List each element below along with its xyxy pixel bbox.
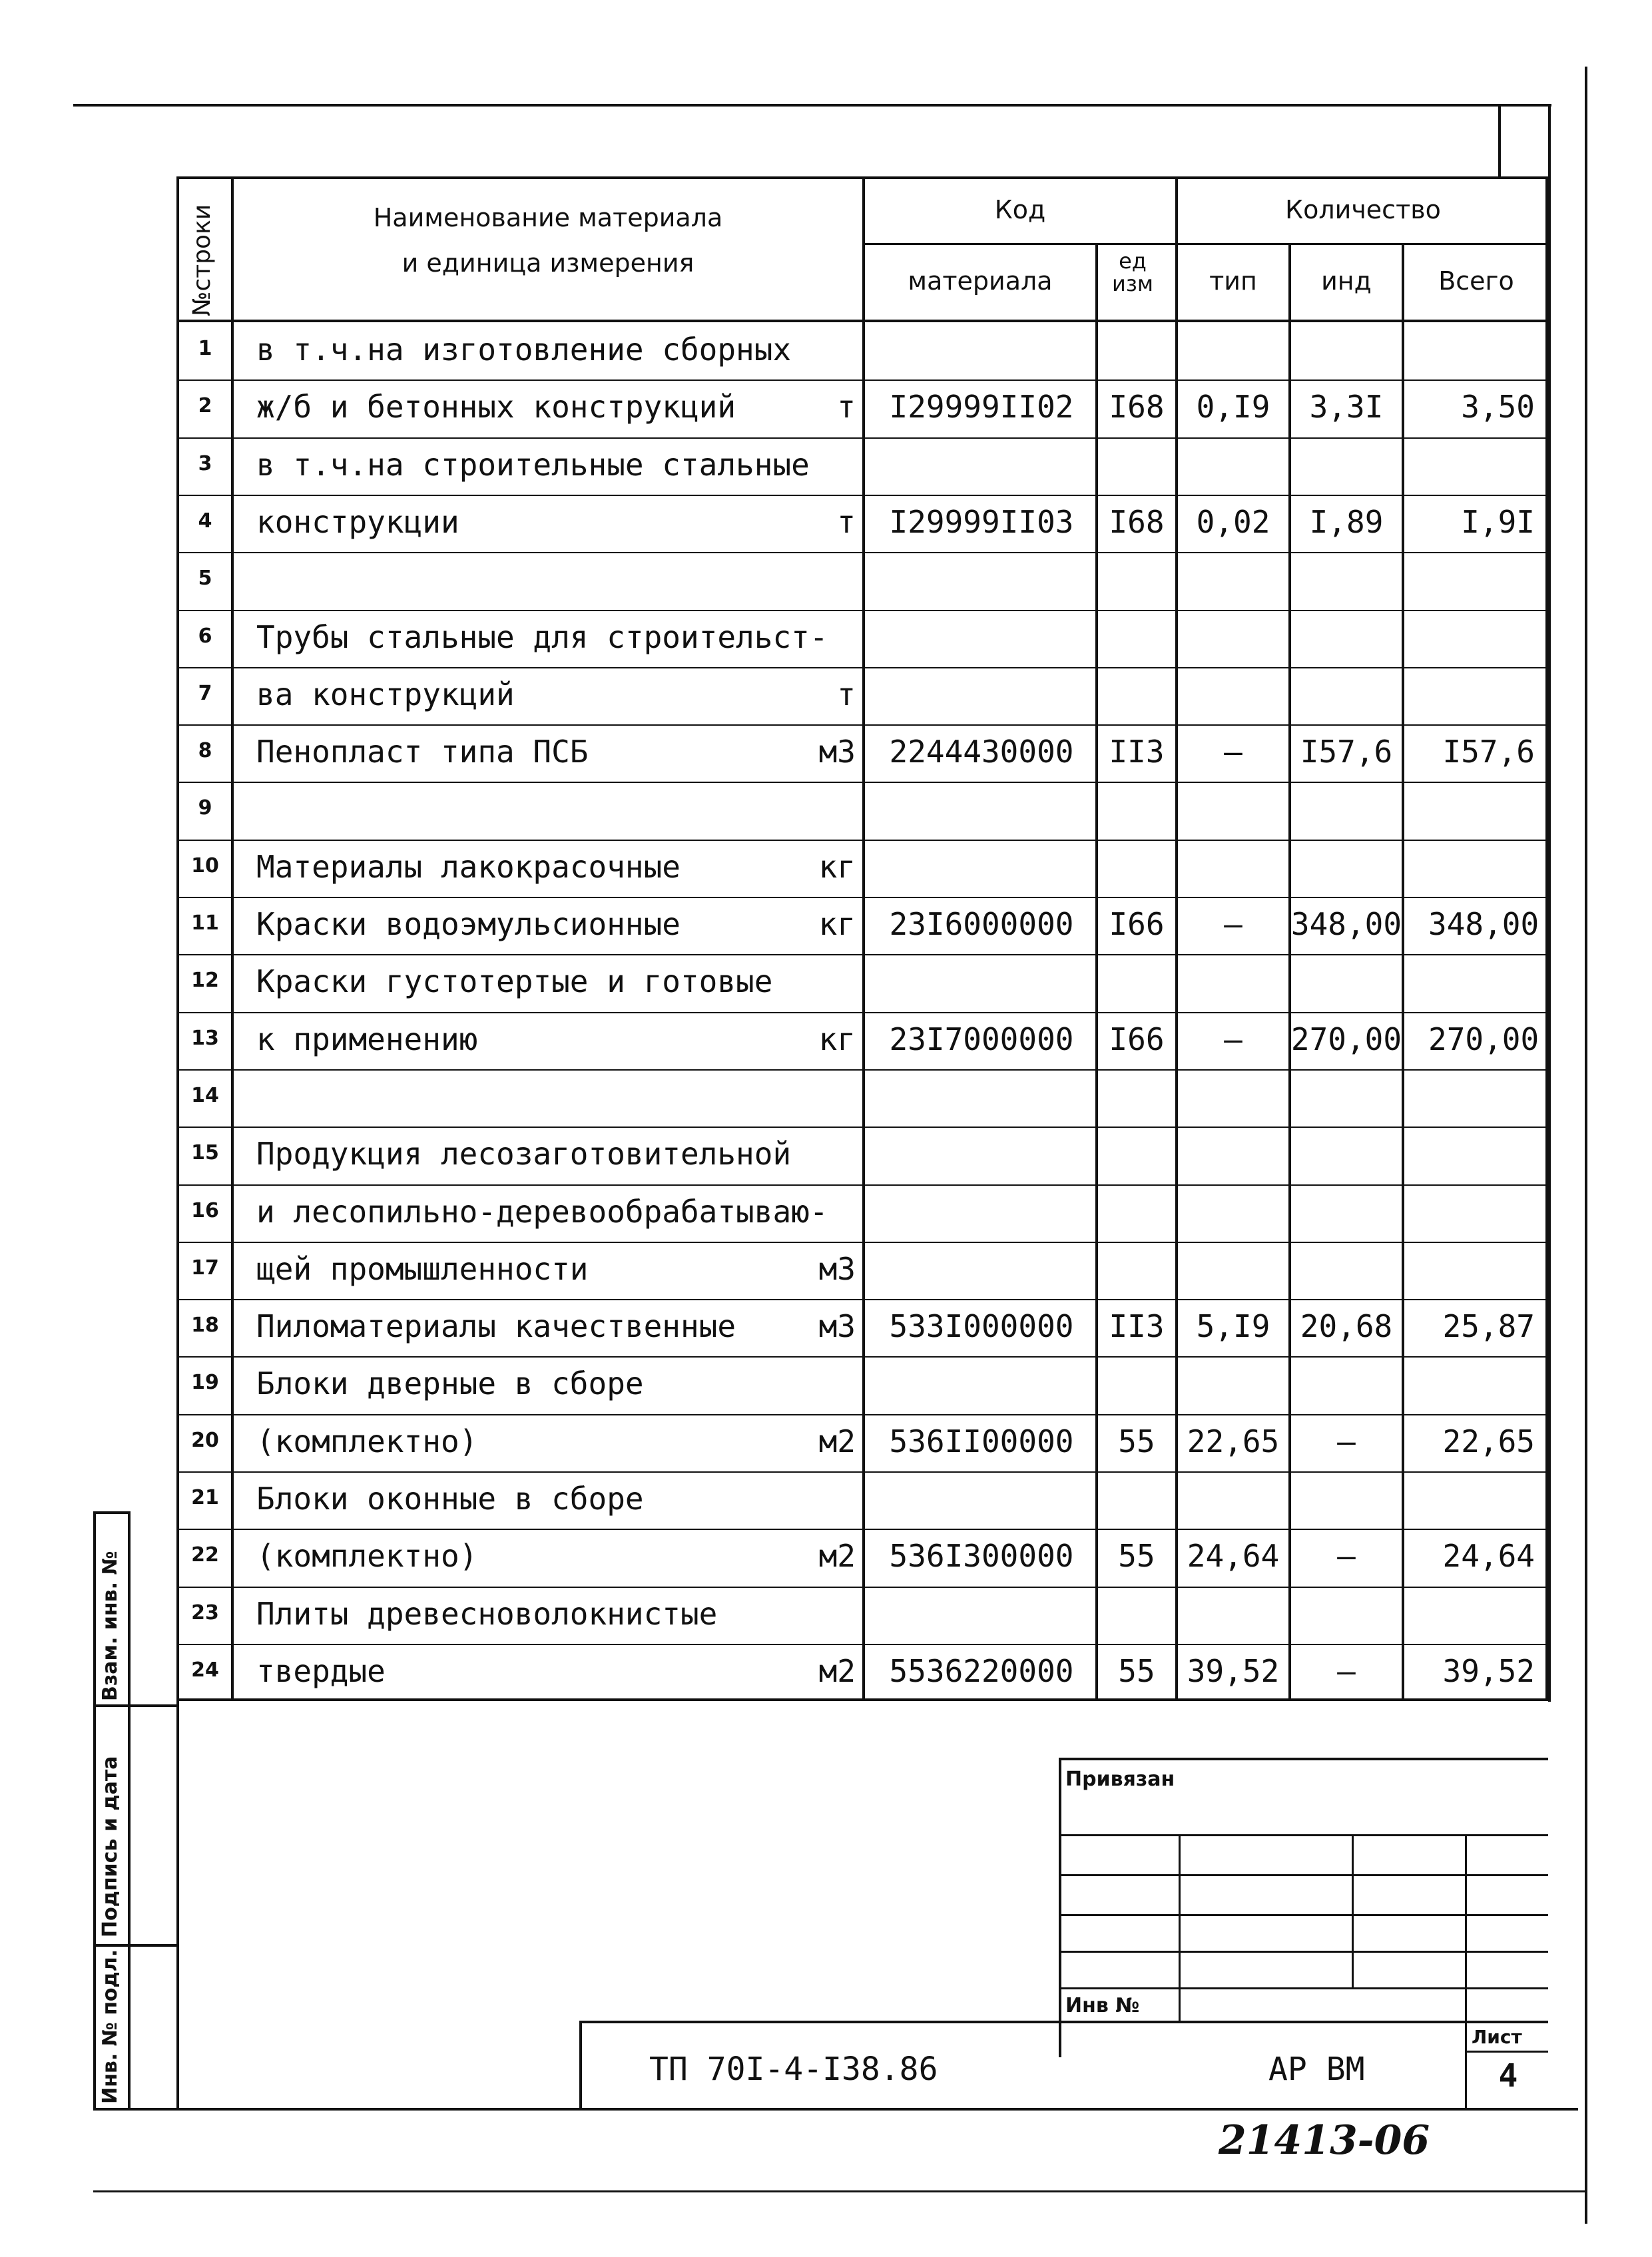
inv-podl-label: Инв. № подл. [99,1949,122,2104]
unit-code-header: ед изм [1112,248,1153,296]
row-total-quantity: 39,52 [1442,1652,1535,1689]
quantity-header: Количество [1285,195,1441,224]
top-right-frame-2 [1548,104,1551,1702]
row-divider [176,610,1548,611]
row-divider [176,1644,1548,1645]
row-divider [176,379,1548,381]
row-divider [176,1356,1548,1358]
row-unit: м3 [818,1250,856,1287]
row-unit: м2 [818,1423,856,1459]
ind-header: инд [1321,266,1372,296]
row-total-quantity: 24,64 [1442,1538,1535,1575]
row-divider [176,1471,1548,1473]
row-material-code: 2244430000 [889,734,1074,770]
row-divider [176,1012,1548,1013]
row-number: 20 [191,1428,219,1452]
row-divider [176,1242,1548,1243]
row-number: 3 [198,451,212,475]
row-ind-quantity: – [1337,1423,1356,1459]
row-number: 1 [198,337,212,360]
row-ind-quantity: 348,00 [1290,906,1402,942]
row-unit: м2 [818,1652,856,1689]
row-number: 4 [198,509,212,533]
vzam-inv-label: Взам. инв. № [99,1551,122,1701]
row-name: Материалы лакокрасочные [256,848,681,885]
row-name: щей промышленности [256,1250,589,1287]
row-name: Пенопласт типа ПСБ [256,734,589,770]
row-divider [176,552,1548,553]
row-material-code: 536I300000 [889,1538,1074,1575]
title-block [176,1701,1548,2111]
row-divider [176,954,1548,955]
row-unit-code: 55 [1118,1538,1155,1575]
row-number: 17 [191,1256,219,1280]
row-number: 15 [191,1141,219,1165]
right-page-edge [1585,67,1587,2224]
row-unit: м3 [818,1308,856,1345]
row-name: в т.ч.на строительные стальные [256,446,810,483]
signature-date-label: Подпись и дата [99,1756,122,1937]
row-divider [176,667,1548,668]
materials-table [176,176,1548,1701]
row-typ-quantity: 22,65 [1187,1423,1280,1459]
row-unit: м2 [818,1538,856,1575]
row-name: Продукция лесозаготовительной [256,1136,792,1172]
row-total-quantity: I57,6 [1442,734,1535,770]
row-ind-quantity: I,89 [1309,503,1384,540]
side-strip [93,1511,176,2111]
row-material-code: 5536220000 [889,1652,1074,1689]
row-name: конструкции [256,503,459,540]
row-name: Блоки дверные в сборе [256,1366,644,1402]
row-divider [176,1184,1548,1186]
row-total-quantity: I,9I [1461,503,1535,540]
section-code: АР ВМ [1268,2051,1365,2088]
row-ind-quantity: 3,3I [1309,389,1384,425]
row-number: 12 [191,969,219,993]
row-divider [176,1587,1548,1588]
row-divider [176,1127,1548,1128]
row-divider [176,724,1548,726]
bottom-border-line [93,2190,1585,2192]
row-number: 19 [191,1371,219,1395]
row-divider [176,437,1548,439]
row-name: и лесопильно-деревообрабатываю- [256,1193,828,1230]
document-code: ТП 70I-4-I38.86 [649,2051,938,2088]
row-unit: кг [818,906,856,942]
row-number: 10 [191,854,219,878]
row-name: Краски густотертые и готовые [256,963,773,1000]
name-header-line2: и единица измерения [402,248,694,278]
row-name: ва конструкций [256,676,515,712]
top-right-frame [1498,104,1501,177]
total-header: Всего [1438,266,1514,296]
typ-header: тип [1209,266,1257,296]
row-ind-quantity: 20,68 [1300,1308,1393,1345]
row-typ-quantity: – [1224,906,1242,942]
row-number: 2 [198,394,212,418]
row-unit: т [837,389,856,425]
row-ind-quantity: – [1337,1538,1356,1575]
sheet-number: 4 [1498,2057,1518,2095]
row-number: 11 [191,911,219,935]
row-total-quantity: 348,00 [1428,906,1539,942]
row-typ-quantity: 0,02 [1196,503,1270,540]
row-name: к применению [256,1021,478,1057]
row-ind-quantity: 270,00 [1290,1021,1402,1057]
row-number: 6 [198,624,212,648]
row-material-code: 23I7000000 [889,1021,1074,1057]
row-unit-code: I66 [1109,1021,1165,1057]
row-number-header: №строки [188,204,216,316]
row-number: 5 [198,567,212,591]
row-divider [176,1529,1548,1530]
row-unit-code: I68 [1109,389,1165,425]
sheet-label: Лист [1472,2026,1522,2048]
row-name: в т.ч.на изготовление сборных [256,332,792,368]
row-unit: м3 [818,734,856,770]
row-name: Блоки оконные в сборе [256,1481,644,1517]
row-number: 23 [191,1601,219,1625]
row-divider [176,782,1548,783]
row-divider [176,897,1548,898]
row-number: 21 [191,1486,219,1509]
row-typ-quantity: 5,I9 [1196,1308,1270,1345]
row-ind-quantity: – [1337,1652,1356,1689]
row-unit-code: 55 [1118,1423,1155,1459]
row-number: 22 [191,1543,219,1567]
name-header-line1: Наименование материала [373,203,723,232]
row-name: Пиломатериалы качественные [256,1308,736,1345]
row-divider [176,840,1548,841]
code-header: Код [994,195,1046,224]
row-typ-quantity: 0,I9 [1196,389,1270,425]
row-typ-quantity: – [1224,734,1242,770]
row-divider [176,1414,1548,1415]
row-number: 14 [191,1083,219,1107]
row-total-quantity: 22,65 [1442,1423,1535,1459]
row-unit: кг [818,1021,856,1057]
row-name: ж/б и бетонных конструкций [256,389,736,425]
row-typ-quantity: – [1224,1021,1242,1057]
row-material-code: 533I000000 [889,1308,1074,1345]
row-name: Плиты древесноволокнистые [256,1595,718,1632]
row-material-code: I29999II03 [889,503,1074,540]
row-unit: кг [818,848,856,885]
row-name: Трубы стальные для строительст- [256,619,828,655]
handwritten-number: 21413-06 [1219,2117,1430,2164]
row-number: 18 [191,1314,219,1338]
row-name: твердые [256,1652,386,1689]
row-unit: т [837,676,856,712]
row-total-quantity: 3,50 [1461,389,1535,425]
row-material-code: I29999II02 [889,389,1074,425]
row-number: 7 [198,681,212,705]
row-divider [176,1069,1548,1071]
row-unit: т [837,503,856,540]
row-number: 24 [191,1658,219,1682]
row-name: Краски водоэмульсионные [256,906,681,942]
row-name: (комплектно) [256,1423,478,1459]
row-unit-code: I68 [1109,503,1165,540]
top-border-line [73,104,1551,107]
row-material-code: 536II00000 [889,1423,1074,1459]
row-unit-code: 55 [1118,1652,1155,1689]
row-number: 13 [191,1026,219,1050]
privyazan-label: Привязан [1065,1768,1175,1791]
row-unit-code: II3 [1109,1308,1165,1345]
row-unit-code: II3 [1109,734,1165,770]
row-material-code: 23I6000000 [889,906,1074,942]
row-unit-code: I66 [1109,906,1165,942]
row-name: (комплектно) [256,1538,478,1575]
row-ind-quantity: I57,6 [1300,734,1393,770]
row-number: 16 [191,1198,219,1222]
row-typ-quantity: 24,64 [1187,1538,1280,1575]
row-number: 8 [198,739,212,763]
row-divider [176,1299,1548,1300]
row-divider [176,495,1548,496]
material-code-header: материала [908,266,1053,296]
inv-no-label: Инв № [1065,1994,1140,2017]
row-number: 9 [198,796,212,820]
row-typ-quantity: 39,52 [1187,1652,1280,1689]
row-total-quantity: 270,00 [1428,1021,1539,1057]
row-total-quantity: 25,87 [1442,1308,1535,1345]
